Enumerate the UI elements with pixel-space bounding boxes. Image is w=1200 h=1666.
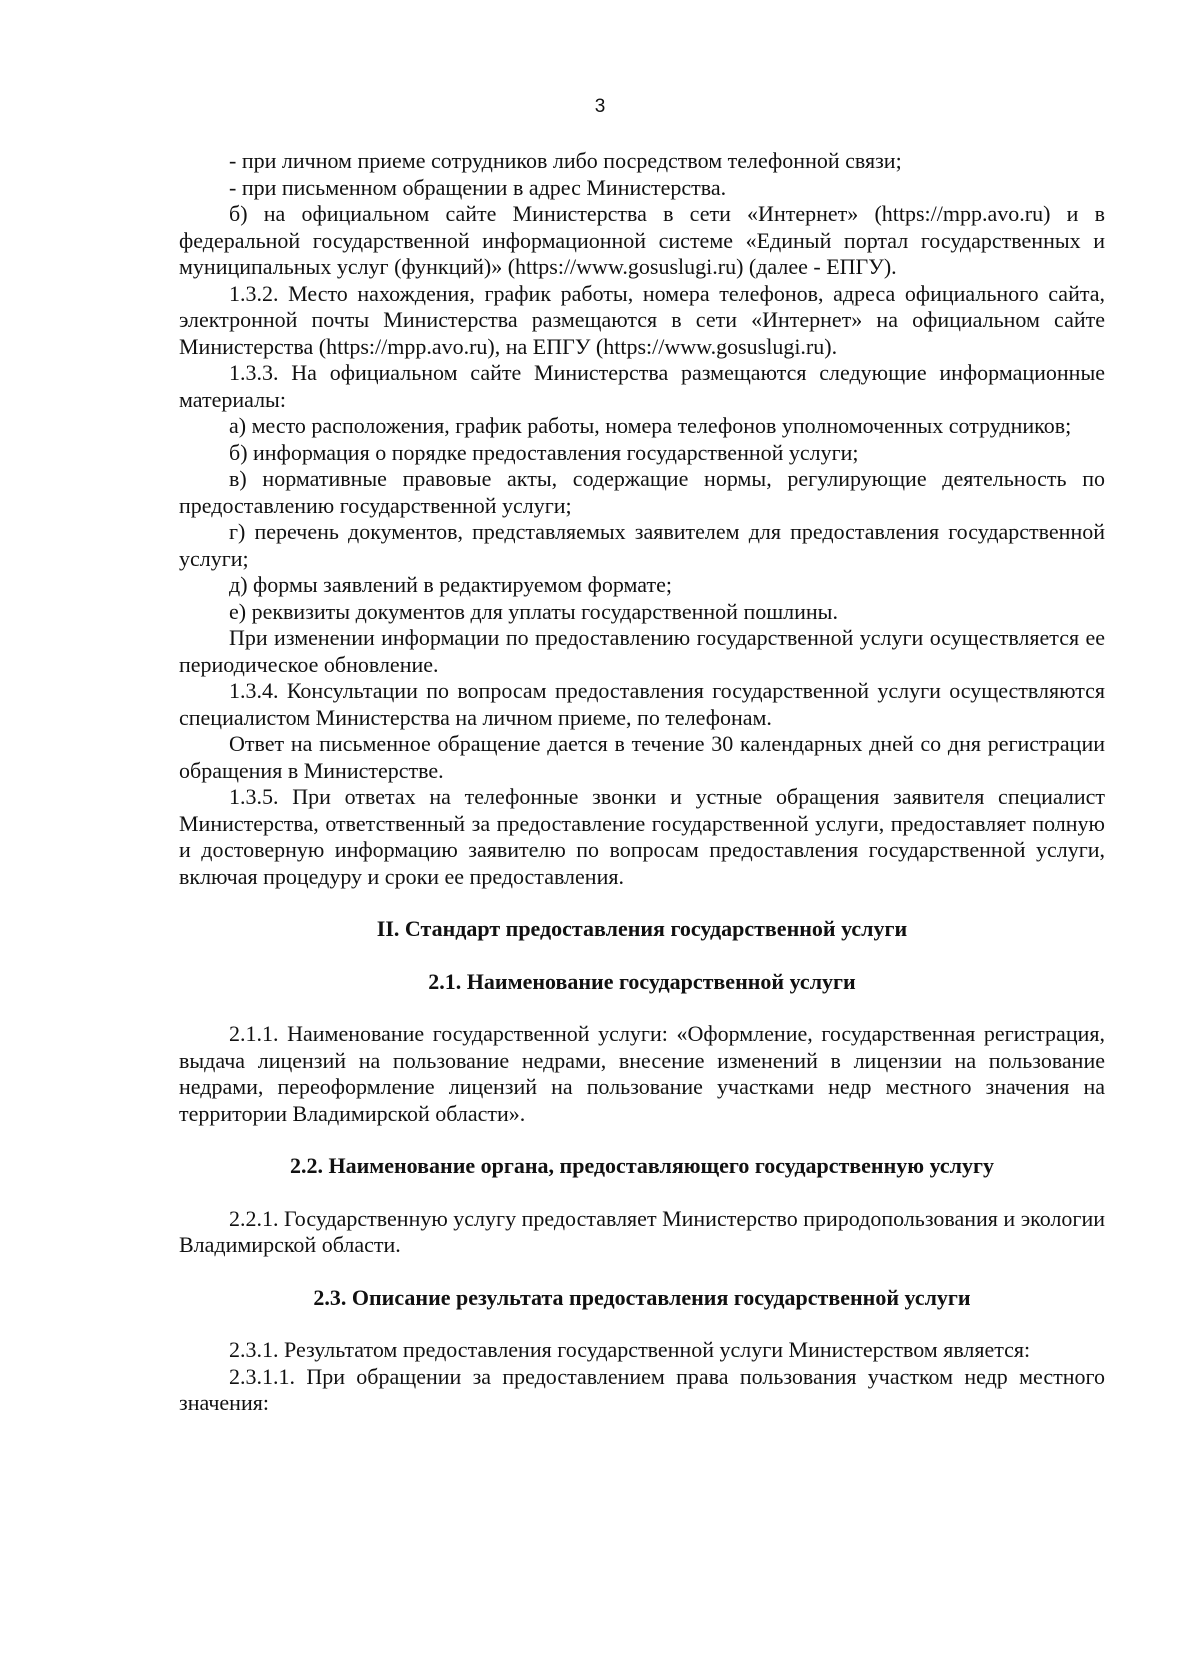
paragraph: д) формы заявлений в редактируемом формате; bbox=[229, 572, 672, 597]
paragraph: е) реквизиты документов для уплаты государственной пошлины. bbox=[229, 598, 838, 624]
paragraph: в) нормативные правовые акты, содержащие нормы, регулирующие деятельность по предоставлению государственной услуги; bbox=[179, 466, 1105, 518]
paragraph: б) информация о порядке предоставления государственной услуги; bbox=[229, 439, 859, 465]
paragraph: - при письменном обращении в адрес Министерства. bbox=[229, 174, 727, 200]
paragraph: Ответ на письменное обращение дается в течение 30 календарных дней со дня регистрации обращения в Министерстве. bbox=[179, 731, 1105, 783]
paragraph: 1.3.4. Консультации по вопросам предоставления государственной услуги осуществляются специалистом Министерства на личном приеме, по телефонам. bbox=[179, 678, 1105, 730]
section-heading: II. Стандарт предоставления государственной услуги bbox=[376, 916, 908, 941]
paragraph: 2.3.1. Результатом предоставления государственной услуги Министерством является: bbox=[229, 1337, 1031, 1362]
subsection-heading: 2.2. Наименование органа, предоставляющего государственную услугу bbox=[289, 1153, 995, 1178]
paragraph: г) перечень документов, представляемых заявителем для предоставления государственной услуги; bbox=[179, 519, 1105, 571]
paragraph: - при личном приеме сотрудников либо посредством телефонной связи; bbox=[229, 148, 902, 173]
paragraph: При изменении информации по предоставлению государственной услуги осуществляется ее периодическое обновление. bbox=[179, 625, 1105, 677]
subsection-heading: 2.1. Наименование государственной услуги bbox=[428, 968, 856, 994]
paragraph: б) на официальном сайте Министерства в сети «Интернет» (https://mpp.avo.ru) и в федеральной государственной информационной системе «Единый портал государственных и муниципальных услуг (функций)» (https://www.gosuslugi.ru) (далее - ЕПГУ). bbox=[179, 201, 1105, 279]
paragraph: 1.3.2. Место нахождения, график работы, номера телефонов, адреса официального сайта, электронной почты Министерства размещаются в сети «Интернет» на официальном сайте Министерства (https://mpp.avo.ru), на ЕПГУ (https://www.gosuslugi.ru). bbox=[179, 280, 1105, 359]
document-body bbox=[179, 148, 1105, 1417]
paragraph: 2.1.1. Наименование государственной услуги: «Оформление, государственная регистрация, выдача лицензий на пользование недрами, внесение изменений в лицензии на пользование недрами, переоформление лицензий на пользование участками недр местного значения на территории Владимирской области». bbox=[179, 1021, 1105, 1126]
paragraph: 2.3.1.1. При обращении за предоставлением права пользования участком недр местного значения: bbox=[179, 1363, 1105, 1415]
paragraph: 2.2.1. Государственную услугу предоставляет Министерство природопользования и экологии Владимирской области. bbox=[179, 1205, 1105, 1257]
paragraph: 1.3.5. При ответах на телефонные звонки и устные обращения заявителя специалист Министерства, ответственный за предоставление государственной услуги, предоставляет полную и достоверную информацию заявителю по вопросам предоставления государственной услуги, включая процедуру и сроки ее предоставления. bbox=[179, 784, 1105, 889]
subsection-heading: 2.3. Описание результата предоставления государственной услуги bbox=[313, 1284, 971, 1310]
page-number: 3 bbox=[594, 96, 606, 117]
paragraph: а) место расположения, график работы, номера телефонов уполномоченных сотрудников; bbox=[229, 413, 1072, 438]
paragraph: 1.3.3. На официальном сайте Министерства размещаются следующие информационные материалы: bbox=[179, 360, 1105, 412]
